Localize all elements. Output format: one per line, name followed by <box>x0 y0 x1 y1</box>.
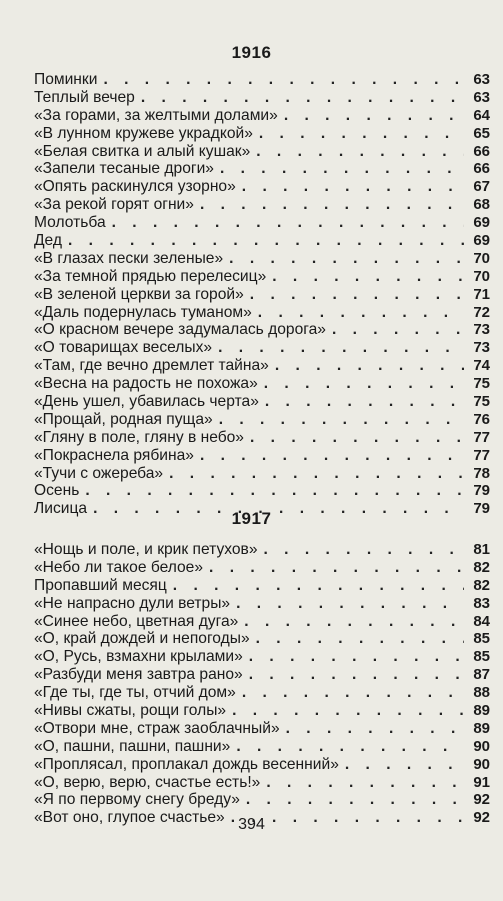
toc-entry <box>34 559 490 577</box>
toc-entry <box>34 107 490 125</box>
toc-entry-page: 82 <box>473 558 490 576</box>
toc-entry-title: «Прощай, родная пуща» <box>34 410 213 428</box>
dot-leader <box>275 357 464 375</box>
dot-leader <box>256 630 464 648</box>
dot-leader <box>264 541 464 559</box>
toc-entry <box>34 720 490 738</box>
toc-entry-title: «День ушел, убавилась черта» <box>34 393 259 411</box>
dot-leader <box>209 559 464 577</box>
toc-entry-page: 78 <box>473 464 490 482</box>
dot-leader <box>286 720 464 738</box>
dot-leader <box>265 393 464 411</box>
dot-leader <box>112 214 464 232</box>
toc-entry <box>34 429 490 447</box>
toc-entry <box>34 125 490 143</box>
toc-entry <box>34 613 490 631</box>
toc-entry-page: 79 <box>473 482 490 500</box>
dot-leader <box>259 125 464 143</box>
toc-entry-page: 87 <box>473 666 490 684</box>
toc-entry-page: 85 <box>473 648 490 666</box>
dot-leader <box>284 107 464 125</box>
toc-entry-page: 66 <box>473 160 490 178</box>
toc-entry-page: 75 <box>473 375 490 393</box>
toc-entry-title: Поминки <box>34 71 98 88</box>
toc-entry <box>34 304 490 322</box>
dot-leader <box>246 791 464 809</box>
toc-entry <box>34 89 490 107</box>
toc-entry-title: «Опять раскинулся узорно» <box>34 178 236 196</box>
toc-entry <box>34 465 490 483</box>
dot-leader <box>272 268 464 286</box>
toc-entry-page: 79 <box>473 500 490 518</box>
toc-entry-page: 69 <box>473 232 490 250</box>
page-number: 394 <box>238 816 265 833</box>
table-of-contents-1916 <box>34 71 490 518</box>
dot-leader <box>242 684 464 702</box>
toc-entry-page: 63 <box>473 71 490 88</box>
toc-entry-title: Теплый вечер <box>34 88 135 106</box>
toc-entry-title: «Где ты, где ты, отчий дом» <box>34 684 236 702</box>
toc-entry <box>34 756 490 774</box>
toc-entry <box>34 196 490 214</box>
toc-entry-title: Лисица <box>34 500 88 518</box>
toc-entry <box>34 393 490 411</box>
toc-entry-title: «Небо ли такое белое» <box>34 558 204 576</box>
dot-leader <box>250 286 464 304</box>
toc-entry-page: 66 <box>473 142 490 160</box>
toc-entry <box>34 339 490 357</box>
toc-entry-page: 69 <box>473 214 490 232</box>
dot-leader <box>220 160 464 178</box>
toc-entry-page: 73 <box>473 321 490 339</box>
toc-entry-page: 70 <box>473 267 490 285</box>
toc-entry-title: Дед <box>34 232 62 250</box>
dot-leader <box>218 339 464 357</box>
toc-entry-title: Осень <box>34 482 80 500</box>
toc-entry <box>34 630 490 648</box>
dot-leader <box>249 666 464 684</box>
dot-leader <box>264 375 464 393</box>
toc-entry-title: «Нощь и поле, и крик петухов» <box>34 541 258 558</box>
toc-entry-page: 90 <box>473 737 490 755</box>
toc-entry-title: «В зеленой церкви за горой» <box>34 285 244 303</box>
dot-leader <box>236 738 464 756</box>
toc-entry <box>34 250 490 268</box>
toc-entry-title: «О, край дождей и непогоды» <box>34 630 250 648</box>
toc-entry <box>34 71 490 89</box>
toc-entry-page: 77 <box>473 446 490 464</box>
toc-entry <box>34 482 490 500</box>
toc-entry-page: 89 <box>473 719 490 737</box>
toc-entry <box>34 357 490 375</box>
toc-entry-title: «Тучи с ожереба» <box>34 464 164 482</box>
toc-entry <box>34 178 490 196</box>
dot-leader <box>332 321 464 339</box>
toc-entry-page: 84 <box>473 612 490 630</box>
toc-entry <box>34 774 490 792</box>
table-of-contents-1917 <box>34 541 490 827</box>
toc-entry-page: 63 <box>473 88 490 106</box>
toc-entry-page: 68 <box>473 196 490 214</box>
toc-entry-title: «За горами, за желтыми долами» <box>34 106 278 124</box>
section-year-heading: 1916 <box>231 43 272 62</box>
toc-entry-title: «Запели тесаные дроги» <box>34 160 214 178</box>
toc-entry-page: 75 <box>473 393 490 411</box>
toc-entry-page: 81 <box>473 541 490 558</box>
section-year-heading: 1917 <box>231 509 272 528</box>
toc-entry <box>34 214 490 232</box>
dot-leader <box>219 411 464 429</box>
toc-entry-page: 82 <box>473 576 490 594</box>
toc-entry-page: 77 <box>473 428 490 446</box>
toc-entry-page: 91 <box>473 773 490 791</box>
toc-entry <box>34 541 490 559</box>
toc-entry-title: «В лунном кружеве украдкой» <box>34 124 253 142</box>
toc-entry-title: «Даль подернулась туманом» <box>34 303 252 321</box>
toc-entry <box>34 375 490 393</box>
dot-leader <box>236 595 464 613</box>
toc-entry-title: Пропавший месяц <box>34 576 167 594</box>
toc-entry-title: «Там, где вечно дремлет тайна» <box>34 357 269 375</box>
toc-entry-title: «Проплясал, проплакал дождь весенний» <box>34 755 339 773</box>
toc-entry-page: 90 <box>473 755 490 773</box>
toc-entry <box>34 738 490 756</box>
dot-leader <box>200 196 464 214</box>
toc-entry-title: Молотьба <box>34 214 106 232</box>
toc-entry-title: «О, пашни, пашни, пашни» <box>34 737 231 755</box>
toc-entry-page: 71 <box>473 285 490 303</box>
toc-entry-title: «Вот оно, глупое счастье» <box>34 809 225 827</box>
toc-entry-title: «Не напрасно дули ветры» <box>34 594 231 612</box>
toc-entry <box>34 268 490 286</box>
toc-entry-page: 67 <box>473 178 490 196</box>
dot-leader <box>345 756 464 774</box>
toc-entry <box>34 595 490 613</box>
toc-entry-page: 85 <box>473 630 490 648</box>
toc-entry-page: 64 <box>473 106 490 124</box>
toc-entry-title: «Весна на радость не похожа» <box>34 375 258 393</box>
toc-entry-title: «О, Русь, взмахни крылами» <box>34 648 243 666</box>
toc-entry-title: «О красном вечере задумалась дорога» <box>34 321 326 339</box>
toc-entry-page: 70 <box>473 249 490 267</box>
toc-entry-page: 92 <box>473 809 490 827</box>
dot-leader <box>242 178 464 196</box>
toc-entry-title: «Белая свитка и алый кушак» <box>34 142 251 160</box>
dot-leader <box>250 429 464 447</box>
toc-entry-title: «В глазах пески зеленые» <box>34 249 224 267</box>
dot-leader <box>258 304 464 322</box>
dot-leader <box>229 250 464 268</box>
toc-entry <box>34 321 490 339</box>
toc-entry-title: «Нивы сжаты, рощи голы» <box>34 702 227 720</box>
toc-entry-title: «За темной прядью перелесиц» <box>34 267 267 285</box>
toc-entry <box>34 160 490 178</box>
toc-entry-title: «Отвори мне, страж заоблачный» <box>34 719 280 737</box>
dot-leader <box>141 89 464 107</box>
toc-entry <box>34 232 490 250</box>
dot-leader <box>103 71 464 89</box>
dot-leader <box>232 702 464 720</box>
toc-entry-title: «Я по первому снегу бреду» <box>34 791 240 809</box>
toc-entry-page: 88 <box>473 684 490 702</box>
toc-entry <box>34 648 490 666</box>
dot-leader <box>256 143 464 161</box>
toc-entry-title: «О товарищах веселых» <box>34 339 213 357</box>
toc-entry-page: 92 <box>473 791 490 809</box>
toc-entry-page: 83 <box>473 594 490 612</box>
toc-entry-title: «О, верю, верю, счастье есть!» <box>34 773 261 791</box>
dot-leader <box>85 482 464 500</box>
dot-leader <box>200 447 464 465</box>
dot-leader <box>266 774 464 792</box>
toc-entry-page: 65 <box>473 124 490 142</box>
toc-entry <box>34 791 490 809</box>
toc-entry <box>34 411 490 429</box>
toc-entry-title: «Разбуди меня завтра рано» <box>34 666 243 684</box>
toc-entry <box>34 702 490 720</box>
dot-leader <box>249 648 464 666</box>
dot-leader <box>68 232 464 250</box>
toc-entry-page: 73 <box>473 339 490 357</box>
toc-entry <box>34 447 490 465</box>
toc-entry <box>34 684 490 702</box>
dot-leader <box>244 613 464 631</box>
toc-entry <box>34 577 490 595</box>
toc-entry-page: 89 <box>473 702 490 720</box>
toc-entry-title: «Синее небо, цветная дуга» <box>34 612 239 630</box>
toc-entry <box>34 143 490 161</box>
toc-entry-page: 74 <box>473 357 490 375</box>
dot-leader <box>169 465 464 483</box>
toc-entry <box>34 286 490 304</box>
toc-entry-page: 76 <box>473 410 490 428</box>
dot-leader <box>173 577 464 595</box>
toc-entry-title: «За рекой горят огни» <box>34 196 194 214</box>
toc-entry-title: «Покраснела рябина» <box>34 446 194 464</box>
toc-entry-title: «Гляну в поле, гляну в небо» <box>34 428 244 446</box>
toc-entry-page: 72 <box>473 303 490 321</box>
toc-entry <box>34 666 490 684</box>
